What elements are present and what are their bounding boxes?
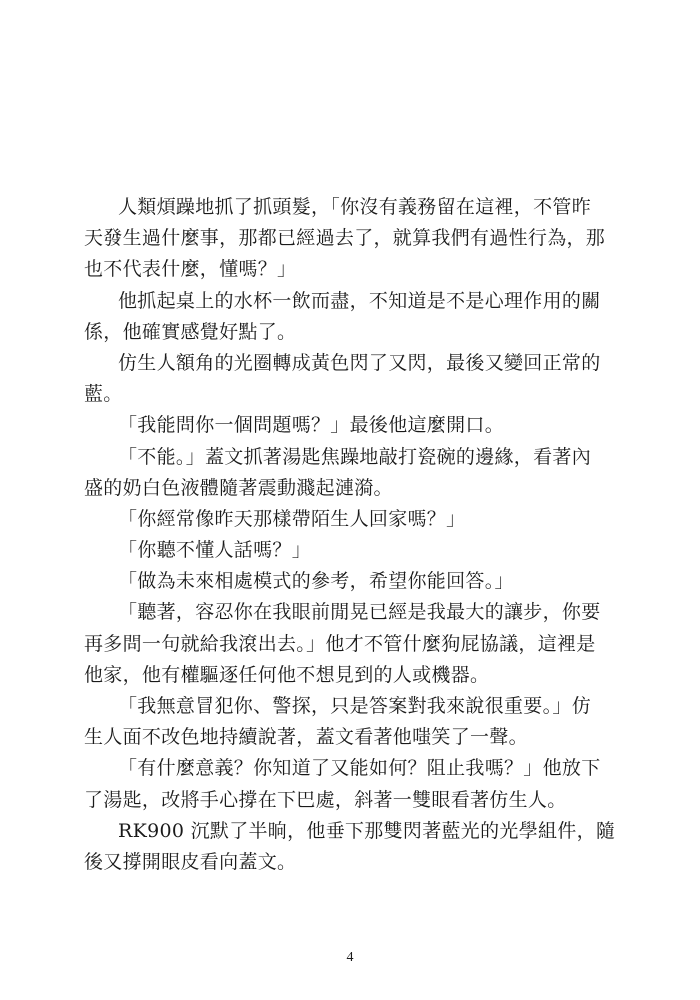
text-line: 「我能問你一個問題嗎？」最後他這麼開口。	[118, 414, 505, 437]
text-line: 也不代表什麼，懂嗎？」	[84, 258, 297, 281]
text-line: 藍。	[84, 383, 123, 406]
text-line: 「聽著，容忍你在我眼前閒晃已經是我最大的讓步，你要	[118, 601, 601, 624]
text-line: 天發生過什麼事，那都已經過去了，就算我們有過性行為，那	[84, 227, 606, 250]
text-line: 他抓起桌上的水杯一飲而盡，不知道是不是心理作用的關	[118, 289, 601, 312]
text-line: 「有什麼意義？你知道了又能如何？阻止我嗎？」他放下	[118, 757, 601, 780]
text-line: 了湯匙，改將手心撐在下巴處，斜著一雙眼看著仿生人。	[84, 788, 567, 811]
text-line: 生人面不改色地持續說著，蓋文看著他嗤笑了一聲。	[84, 726, 528, 749]
text-line: 仿生人額角的光圈轉成黃色閃了又閃，最後又變回正常的	[118, 351, 601, 374]
text-line: 盛的奶白色液體隨著震動濺起漣漪。	[84, 476, 393, 499]
text-line: 他家，他有權驅逐任何他不想見到的人或機器。	[84, 663, 490, 686]
body-text	[84, 192, 616, 878]
text-line: 係，他確實感覺好點了。	[84, 320, 297, 343]
text-line: RK900 沉默了半晌，他垂下那雙閃著藍光的光學組件，隨	[118, 819, 616, 842]
page-number: 4	[346, 950, 354, 965]
text-line: 「你聽不懂人話嗎？」	[118, 539, 312, 562]
text-line: 「我無意冒犯你、警探，只是答案對我來說很重要。」仿	[118, 695, 592, 717]
text-line: 人類煩躁地抓了抓頭髮，「你沒有義務留在這裡，不管昨	[118, 196, 592, 218]
text-line: 後又撐開眼皮看向蓋文。	[84, 850, 297, 873]
text-line: 「做為未來相處模式的參考，希望你能回答。」	[118, 570, 514, 593]
text-line: 「不能。」蓋文抓著湯匙焦躁地敲打瓷碗的邊緣，看著內	[118, 445, 592, 468]
text-line: 「你經常像昨天那樣帶陌生人回家嗎？」	[118, 507, 466, 530]
text-line: 再多問一句就給我滾出去。」他才不管什麼狗屁協議，這裡是	[84, 632, 596, 655]
